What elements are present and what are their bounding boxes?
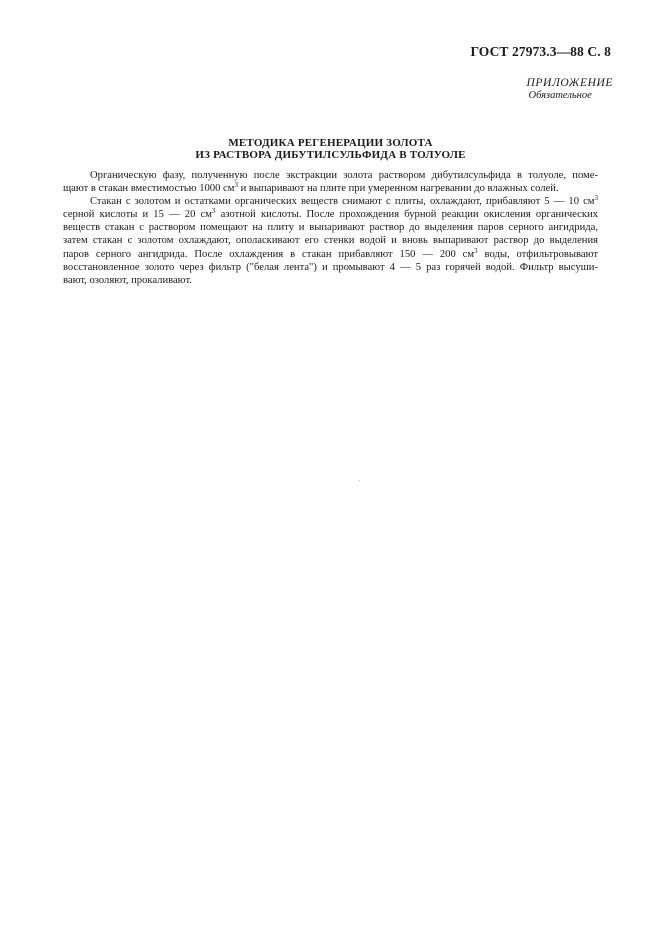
superscript-3: 3 (594, 194, 598, 203)
paragraph-1 (63, 169, 598, 195)
section-title-line-2: ИЗ РАСТВОРА ДИБУТИЛСУЛЬФИДА В ТОЛУОЛЕ (195, 148, 466, 161)
scan-speck (359, 480, 360, 481)
superscript-3: 3 (234, 181, 238, 190)
document-body (63, 169, 598, 287)
text-line: восстановленное золото через фильтр ("белая лента") и промывают 4 — 5 раз горячей водой. Фильтр высуши- (63, 261, 598, 273)
text-line: затем стакан с золотом охлаждают, ополаскивают его стенки водой и вновь выпаривают раствор до выделения (63, 235, 598, 247)
section-title (0, 138, 661, 161)
appendix-label-block (527, 77, 613, 102)
paragraph-2 (63, 195, 598, 287)
superscript-3: 3 (211, 207, 216, 216)
appendix-label: ПРИЛОЖЕНИЕ (526, 77, 613, 89)
text-line: серной кислоты и 15 — 20 $см^3$ азотной кислоты. После прохождения бурной реакции окисления органических (63, 207, 598, 221)
standard-page-header: ГОСТ 27973.3—88 С. 8 (470, 44, 611, 59)
text-line: веществ стакан с раствором помещают на плиту и выпаривают раствор до выделения паров серного ангидрида, (63, 222, 598, 234)
text-line: вают, озоляют, прокаливают. (63, 274, 192, 286)
superscript-3: 3 (474, 246, 478, 255)
text-line: Органическую фазу, полученную после экстракции золота раствором дибутилсульфида в толуоле, поме- (90, 170, 598, 181)
section-title-line-1: МЕТОДИКА РЕГЕНЕРАЦИИ ЗОЛОТА (228, 137, 433, 149)
text-line: щают в стакан вместимостью 1000 $см^3$ и выпаривают на плите при умеренном нагревании до влажных солей. (63, 181, 559, 195)
appendix-status: Обязательное (528, 90, 592, 101)
text-line: Стакан с золотом и остатками органических веществ снимают с плиты, охлаждают, прибавляют 5 — 10 $см^3$ (90, 194, 598, 208)
text-line: паров серного ангидрида. После охлаждения в стакан прибавляют 150 — 200 $см^3$ воды, отфильтровывают (63, 246, 598, 260)
